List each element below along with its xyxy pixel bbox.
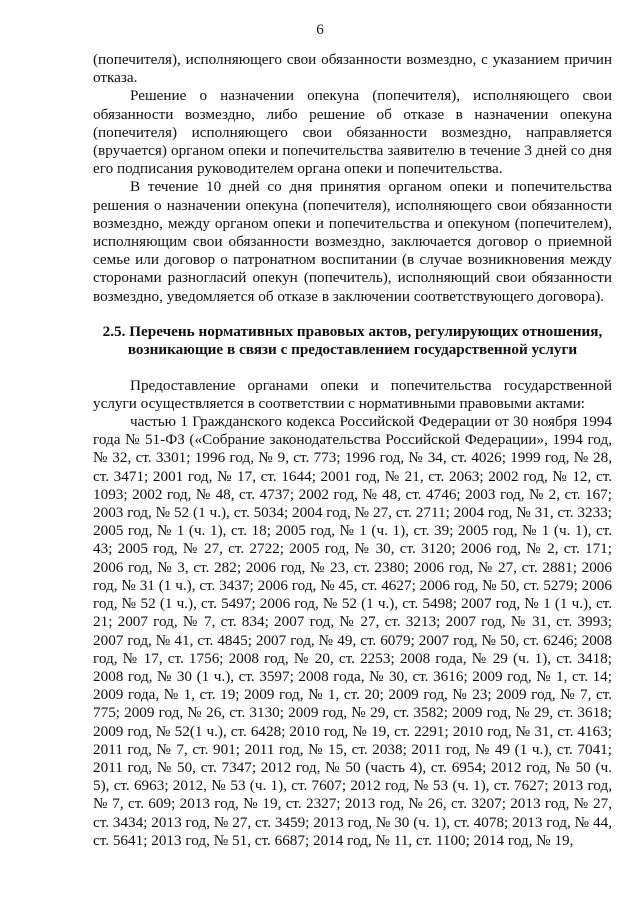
page-number: 6	[316, 22, 324, 38]
paragraph-civil-code-citation: частью 1 Гражданского кодекса Российской Федерации от 30 ноября 1994 года № 51-ФЗ («Собрание законодательства Российской Федерации», 1994 год, № 32, ст. 3301; 1996 год, № 9, ст. 773; 1996 год, № 34, ст. 4026; 1999 год, № 28, ст. 3471; 2001 год, № 17, ст. 1644; 2001 год, № 21, ст. 2063; 2002 год, № 12, ст. 1093; 2002 год, № 48, ст. 4737; 2002 год, № 48, ст. 4746; 2003 год, № 2, ст. 167; 2003 год, № 52 (1 ч.), ст. 5034; 2004 год, № 27, ст. 2711; 2004 год, № 31, ст. 3233; 2005 год, № 1 (ч. 1), ст. 18; 2005 год, № 1 (ч. 1), ст. 39; 2005 год, № 1 (ч. 1), ст. 43; 2005 год, № 27, ст. 2722; 2005 год, № 30, ст. 3120; 2006 год, № 2, ст. 171; 2006 год, № 3, ст. 282; 2006 год, № 23, ст. 2380; 2006 год, № 27, ст. 2881; 2006 год, № 31 (1 ч.), ст. 3437; 2006 год, № 45, ст. 4627; 2006 год, № 50, ст. 5279; 2006 год, № 52 (1 ч.), ст. 5497; 2006 год, № 52 (1 ч.), ст. 5498; 2007 год, № 1 (1 ч.), ст. 21; 2007 год, № 7, ст. 834; 2007 год, № 27, ст. 3213; 2007 год, № 31, ст. 3993; 2007 год, № 41, ст. 4845; 2007 год, № 49, ст. 6079; 2007 год, № 50, ст. 6246; 2008 год, № 17, ст. 1756; 2008 год, № 20, ст. 2253; 2008 года, № 29 (ч. 1), ст. 3418; 2008 год, № 30 (1 ч.), ст. 3597; 2008 года, № 30, ст. 3616; 2009 год, № 1, ст. 14; 2009 года, № 1, ст. 19; 2009 год, № 1, ст. 20; 2009 год, № 23; 2009 год, № 7, ст. 775; 2009 год, № 26, ст. 3130; 2009 год, № 29, ст. 3582; 2009 год, № 29, ст. 3618; 2009 год, № 52(1 ч.), ст. 6428; 2010 год, № 19, ст. 2291; 2010 год, № 31, ст. 4163; 2011 год, № 7, ст. 901; 2011 год, № 15, ст. 2038; 2011 год, № 49 (1 ч.), ст. 7041; 2011 год, № 50, ст. 7347; 2012 год, № 50 (часть 4), ст. 6954; 2012 год, № 50 (ч. 5), ст. 6963; 2012, № 53 (ч. 1), ст. 7607; 2012 год, № 53 (ч. 1), ст. 7627; 2013 год, № 7, ст. 609; 2013 год, № 19, ст. 2327; 2013 год, № 26, ст. 3207; 2013 год, № 27, ст. 3434; 2013 год, № 27, ст. 3459; 2013 год, № 30 (ч. 1), ст. 4078; 2013 год, № 44, ст. 5641; 2013 год, № 51, ст. 6687; 2014 год, № 11, ст. 1100; 2014 год, № 19,	[93, 413, 612, 849]
paragraph-legal-basis-intro: Предоставление органами опеки и попечительства государственной услуги осуществляется в соответствии с нормативными правовыми актами:	[93, 376, 612, 412]
paragraph-contract-conclusion: В течение 10 дней со дня принятия органом опеки и попечительства решения о назначении опекуна (попечителя), исполняющего свои обязанности возмездно, между органом опеки и попечительства и опекуном (попечителем), исполняющим свои обязанности возмездно, заключается договор о приемной семье или договор о патронатном воспитании (в случае возникновения между сторонами разногласий опекун (попечитель), исполняющий свои обязанности возмездно, уведомляется об отказе в заключении соответствующего договора).	[93, 178, 612, 305]
document-body	[93, 51, 612, 850]
section-heading-2-5: 2.5. Перечень нормативных правовых актов, регулирующих отношения, возникающие в связи с предоставлением государственной услуги	[102, 322, 603, 359]
paragraph-refusal-reason: (попечителя), исполняющего свои обязанности возмездно, с указанием причин отказа.	[93, 51, 612, 87]
paragraph-decision-delivery: Решение о назначении опекуна (попечителя), исполняющего свои обязанности возмездно, либо решение об отказе в назначении опекуна (попечителя) исполняющего свои обязанности возмездно, направляется (вручается) органом опеки и попечительства заявителю в течение 3 дней со дня его подписания руководителем органа опеки и попечительства.	[93, 87, 612, 178]
